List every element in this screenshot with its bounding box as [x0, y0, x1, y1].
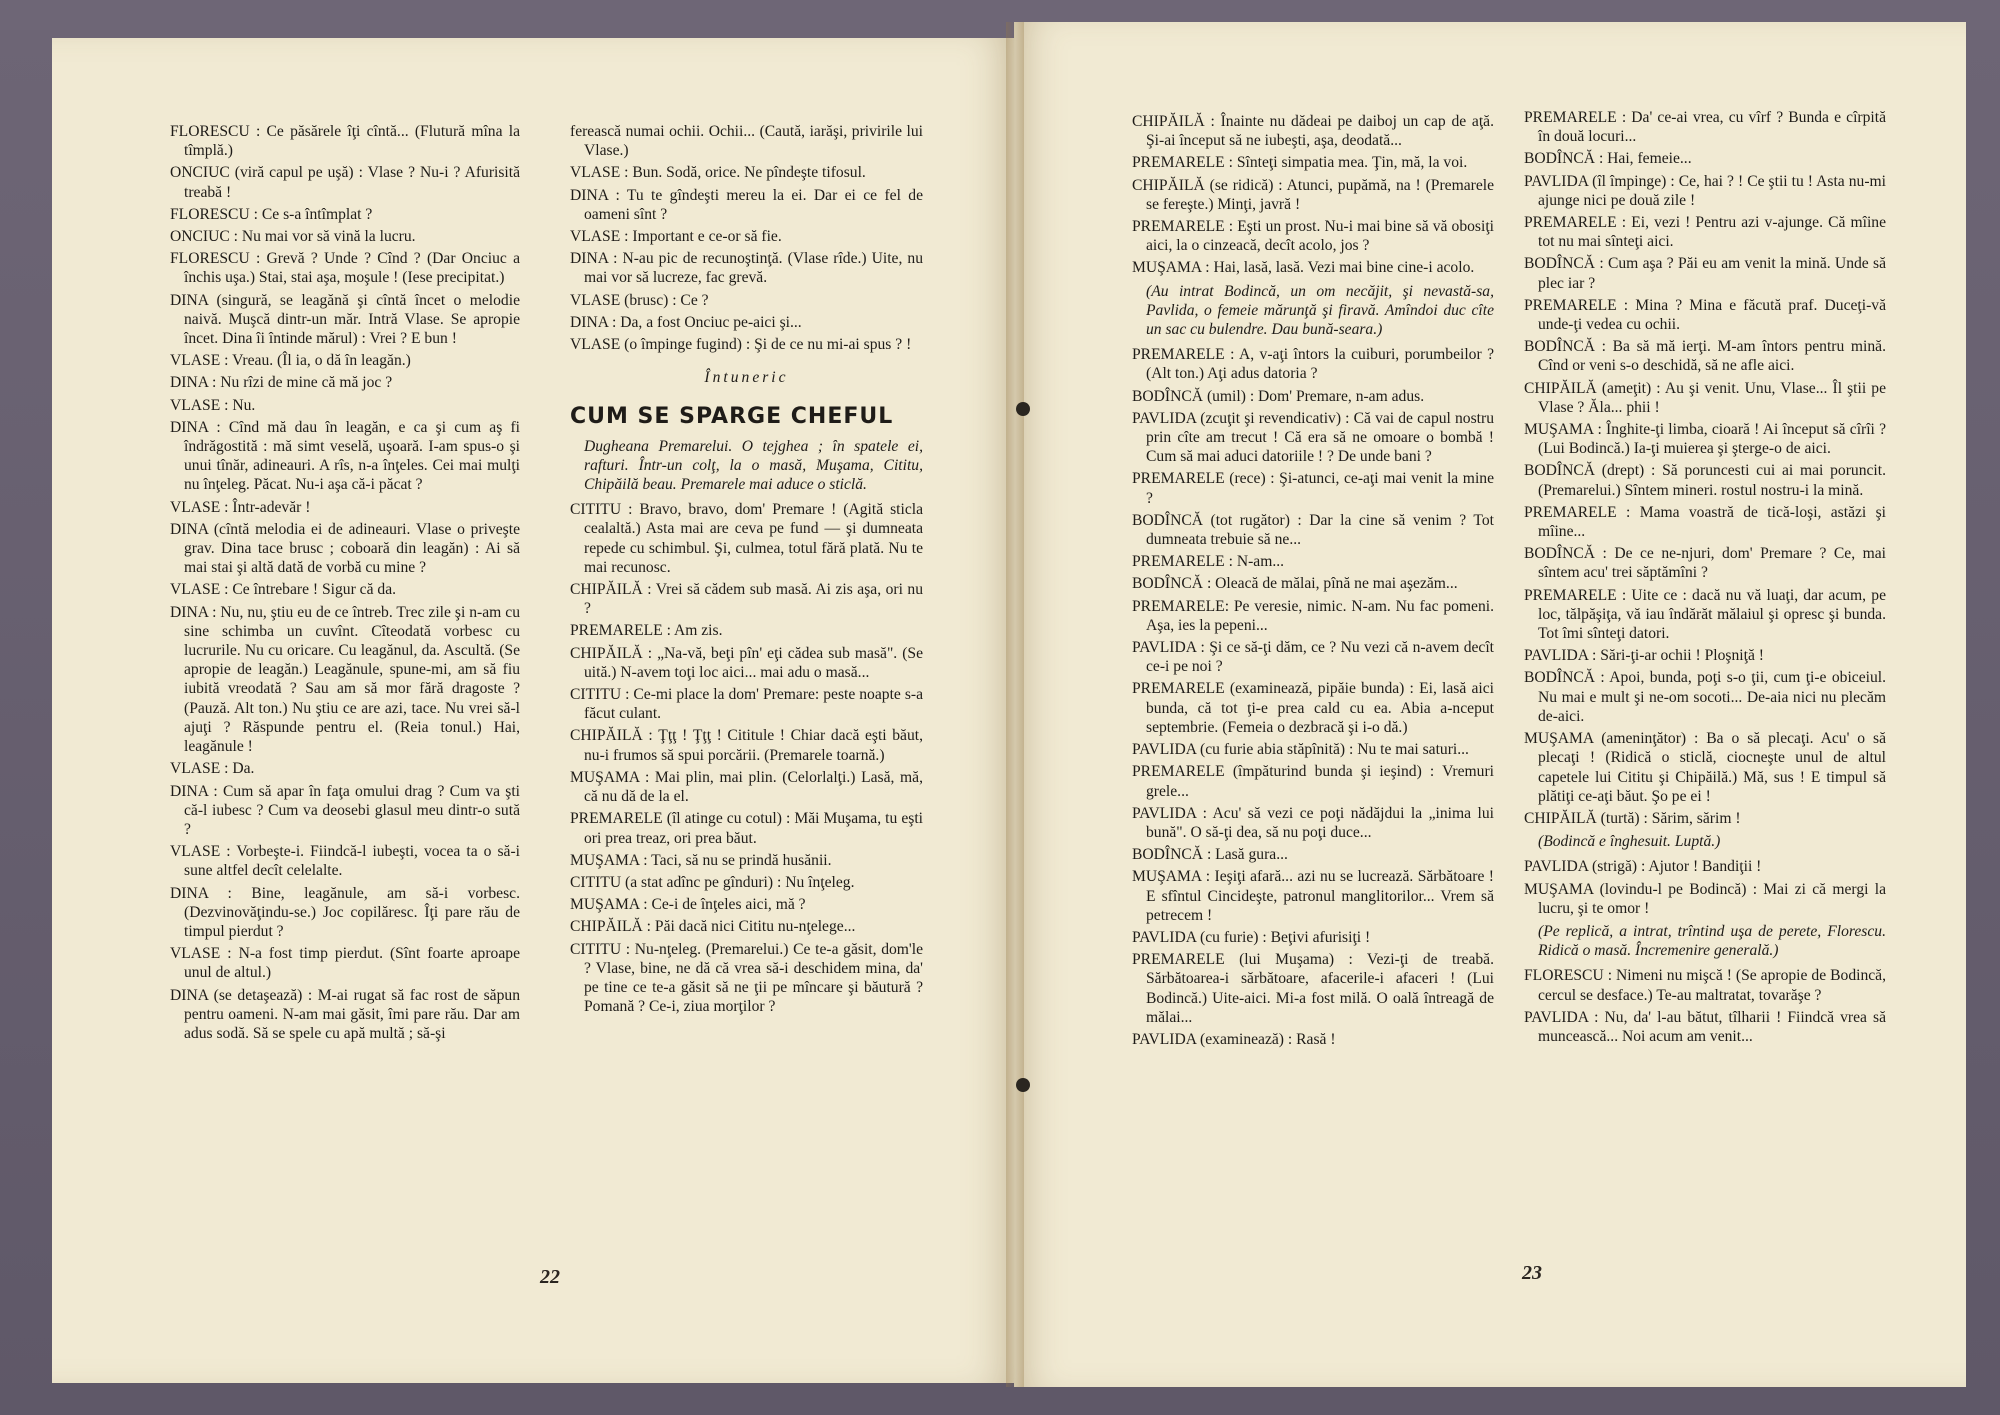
dialogue-line: ONCIUC (viră capul pe uşă) : Vlase ? Nu-i ? Afurisită treabă !: [170, 164, 520, 201]
dialogue-line: CHIPĂILĂ : Ţţţ ! Ţţţ ! Cititule ! Chiar dacă eşti băut, nu-i frumos să spui porcării. (Premarele toarnă.): [570, 727, 923, 764]
dialogue-line: MUŞAMA : Înghite-ţi limba, cioară ! Ai început să cîrîi ? (Lui Bodincă.) Ia-ţi muierea şi şterge-o de aici.: [1524, 421, 1886, 458]
dialogue-line: VLASE (o împinge fugind) : Şi de ce nu mi-ai spus ? !: [570, 336, 912, 354]
dialogue-line: CHIPĂILĂ : Vrei să cădem sub masă. Ai zis aşa, ori nu ?: [570, 581, 923, 618]
dialogue-line: PAVLIDA : Nu, da' l-au bătut, tîlharii ! Fiindcă vrea să muncească... Noi acum am venit...: [1524, 1008, 1886, 1045]
dialogue-line: VLASE : Vreau. (Îl ia, o dă în leagăn.): [170, 352, 411, 370]
dialogue-line: PREMARELE : A, v-aţi întors la cuiburi, porumbeilor ? (Alt ton.) Aţi adus datoria ?: [1132, 346, 1494, 383]
stage-direction-florescu: (Pe replică, a intrat, trîntind uşa de perete, Florescu. Ridică o masă. Încremenire generală.): [1538, 922, 1886, 960]
dialogue-line: PREMARELE (îl atinge cu cotul) : Măi Muşama, tu eşti ori prea treaz, ori prea băut.: [570, 810, 923, 847]
dialogue-line: FLORESCU : Nimeni nu mişcă ! (Se apropie de Bodincă, cercul se desface.) Te-au maltratat, tovarăşe ?: [1524, 967, 1886, 1004]
dialogue-line: VLASE : Bun. Sodă, orice. Ne pîndeşte tifosul.: [570, 164, 866, 182]
dialogue-line: ONCIUC : Nu mai vor să vină la lucru.: [170, 228, 416, 246]
dialogue-line: PREMARELE : Mina ? Mina e făcută praf. Duceţi-vă unde-ţi vedea cu ochii.: [1524, 296, 1886, 334]
dialogue-line: VLASE : Nu.: [170, 396, 256, 414]
dialogue-line: BODÎNCĂ : Hai, femeie...: [1524, 150, 1692, 168]
column-3: [1132, 112, 1494, 1052]
dialogue-line: MUŞAMA : Mai plin, mai plin. (Celorlalţi.) Lasă, mă, că nu dă de la el.: [570, 768, 923, 806]
dialogue-line: VLASE : Important e ce-or să fie.: [570, 228, 782, 246]
dialogue-line: FLORESCU : Ce s-a întîmplat ?: [170, 205, 373, 223]
dialogue-line: MUŞAMA (ameninţător) : Ba o să plecaţi. Acu' o să plecaţi ! (Ridică o sticlă, ciocneşte unul de altul capetele lui Cititu şi Chipăilă.) Mă, sus ! E timpul să plătiţi ce-aţi băut. Şo pe ei !: [1524, 730, 1886, 805]
dialogue-line: DINA (se detaşează) : M-ai rugat să fac rost de săpun pentru oameni. N-am mai găsit, îmi pare rău. Dar am adus sodă. Să se spele cu apă multă ; să-şi: [170, 986, 520, 1042]
dialogue-line: BODÎNCĂ : Cum aşa ? Păi eu am venit la mină. Unde să plec iar ?: [1524, 255, 1886, 292]
dialogue-line: CITITU : Nu-nţeleg. (Premarelui.) Ce te-a găsit, dom'le ? Vlase, bine, ne dă că vrea să-i deschidem mina, da' pe tine ce te-a găsit să ne ţii pe mîncare şi băutură ? Pomană ? Ce-i, ziua morţilor ?: [570, 940, 923, 1016]
dialogue-line: DINA : Nu rîzi de mine că mă joc ?: [170, 374, 393, 392]
dialogue-line: PREMARELE : Sînteţi simpatia mea. Ţin, mă, la voi.: [1132, 154, 1468, 172]
dialogue-line: PREMARELE : Uite ce : dacă nu vă luaţi, dar acum, pe loc, tălpăşiţa, vă iau îndărăt mălaiul şi opresc şi bunda. Tot îmi sînteţi datori.: [1524, 586, 1886, 643]
dialogue-line: MUŞAMA : Ce-i de înţeles aici, mă ?: [570, 896, 806, 914]
dialogue-line: CHIPĂILĂ : Păi dacă nici Cititu nu-nţelege...: [570, 918, 856, 936]
left-page: [52, 38, 1014, 1383]
dialogue-line: DINA : Tu te gîndeşti mereu la ei. Dar ei ce fel de oameni sînt ?: [570, 186, 923, 223]
column-1: [170, 122, 520, 1046]
dialogue-line: PREMARELE (lui Muşama) : Vezi-ţi de treabă. Sărbătoarea-i sărbătoare, afacerile-i afaceri ! (Lui Bodincă.) Uite-aici. Mi-a fost milă. O oală întreagă de mălai...: [1132, 951, 1494, 1026]
dialogue-line: VLASE : Da.: [170, 760, 255, 778]
scene-end-dark: Întuneric: [704, 369, 789, 387]
dialogue-line: DINA : Bine, leagănule, am să-i vorbesc. (Dezvinovăţindu-se.) Joc copilăresc. Îţi pare rău de timpul pierdut ?: [170, 884, 520, 940]
dialogue-line: DINA : Cum să apar în faţa omului drag ? Cum va şti că-l iubesc ? Cum va deosebi glasul meu dintr-o sută ?: [170, 782, 520, 838]
dialogue-line: CITITU (a stat adînc pe gînduri) : Nu înţeleg.: [570, 873, 855, 891]
dialogue-line: BODÎNCĂ (umil) : Dom' Premare, n-am adus.: [1132, 387, 1425, 405]
dialogue-line: BODÎNCĂ (tot rugător) : Dar la cine să venim ? Tot dumneata trebuie să ne...: [1132, 511, 1494, 549]
book-spine: [1006, 22, 1024, 1387]
dialogue-line: PAVLIDA : Şi ce să-ţi dăm, ce ? Nu vezi că n-avem decît ce-i pe noi ?: [1132, 639, 1494, 676]
dialogue-line: PAVLIDA (îl împinge) : Ce, hai ? ! Ce ştii tu ! Asta nu-mi ajunge nici pe două zile !: [1524, 172, 1886, 209]
dialogue-line: PAVLIDA : Sări-ţi-ar ochii ! Ploşniţă !: [1524, 647, 1764, 665]
dialogue-line: DINA : Nu, nu, ştiu eu de ce întreb. Trec zile şi n-am cu sine schimba un cuvînt. Cîteodată vorbesc cu lucrurile. Nu cu oricare. Cu leagănul, da. Ascultă. (Se apropie de leagăn.) Leagănule, spune-mi, am să fiu iubită vreodată ? Sau am să mor fără dragoste ? (Pauză. Alt ton.) Nu ştiu ce are azi, tace. Nu vrei să-l ajuţi ? Răspunde pentru el. (Reia tonul.) Hai, leagănule !: [170, 603, 520, 756]
dialogue-line: VLASE : N-a fost timp pierdut. (Sînt foarte aproape unul de altul.): [170, 945, 520, 982]
dialogue-line: VLASE : Într-adevăr !: [170, 498, 311, 516]
dialogue-line: PREMARELE : Eşti un prost. Nu-i mai bine să vă obosiţi aici, la o cinzeacă, decît acolo, jos ?: [1132, 218, 1494, 255]
page-number-left: 22: [540, 1266, 560, 1288]
dialogue-line: PREMARELE : Da' ce-ai vrea, cu vîrf ? Bunda e cîrpită în două locuri...: [1524, 109, 1886, 146]
dialogue-line: PREMARELE : Ei, vezi ! Pentru azi v-ajunge. Că mîine tot nu mai sînteţi aici.: [1524, 214, 1886, 251]
dialogue-line: CHIPĂILĂ (se ridică) : Atunci, pupămă, na ! (Premarele se fereşte.) Minţi, javră !: [1132, 176, 1494, 213]
dialogue-line: CHIPĂILĂ (turtă) : Sărim, sărim !: [1524, 809, 1741, 827]
dialogue-line: PAVLIDA (strigă) : Ajutor ! Bandiţii !: [1524, 858, 1762, 876]
dialogue-line: CITITU : Ce-mi place la dom' Premare: peste noapte s-a făcut culant.: [570, 686, 923, 723]
dialogue-line: BODÎNCĂ : Ba să mă ierţi. M-am întors pentru mină. Cînd or veni s-o deschidă, să ne afle aici.: [1524, 338, 1886, 375]
dialogue-line: CITITU : Bravo, bravo, dom' Premare ! (Agită sticla cealaltă.) Asta mai are ceva pe fund — şi dumneata repede cu schimbul. Şi, culmea, totul fără plată. Nu te mai recunosc.: [570, 501, 923, 576]
dialogue-line: PREMARELE (rece) : Şi-atunci, ce-aţi mai venit la mine ?: [1132, 470, 1494, 507]
dialogue-line: PAVLIDA (cu furie abia stăpînită) : Nu te mai saturi...: [1132, 741, 1469, 759]
column-2: [570, 122, 923, 1019]
dialogue-line: PAVLIDA : Acu' să vezi ce poţi nădăjdui la „inima lui bună". O să-ţi dea, să nu poţi duce...: [1132, 804, 1494, 841]
dialogue-line: PREMARELE: Pe veresie, nimic. N-am. Nu fac pomeni. Aşa, ies la pepeni...: [1132, 597, 1494, 634]
dialogue-line: MUŞAMA : Ieşiţi afară... azi nu se lucrează. Sărbătoare ! E sfîntul Cincideşte, patronul manglitorilor... Vrem să petrecem !: [1132, 868, 1494, 924]
dialogue-line: FLORESCU : Ce păsărele îţi cîntă... (Flutură mîna la tîmplă.): [170, 123, 520, 160]
dialogue-line: PREMARELE (împăturind bunda şi ieşind) : Vremuri grele...: [1132, 763, 1494, 800]
dialogue-line: VLASE : Ce întrebare ! Sigur că da.: [170, 581, 397, 599]
scene-title: CUM SE SPARGE CHEFUL: [570, 404, 894, 430]
dialogue-line: BODÎNCĂ : De ce ne-njuri, dom' Premare ? Ce, mai sîntem acu' trei săptămîni ?: [1524, 545, 1886, 582]
stage-direction-fight: (Bodincă e înghesuit. Luptă.): [1538, 833, 1721, 851]
dialogue-line: BODÎNCĂ : Lasă gura...: [1132, 846, 1288, 864]
dialogue-line: ferească numai ochii. Ochii... (Caută, iarăşi, privirile lui Vlase.): [570, 123, 923, 160]
dialogue-line: DINA (singură, se leagănă şi cîntă încet o melodie naivă. Muşcă dintr-un măr. Intră Vlase. Se apropie încet. Dina îi întinde mărul) : Vrei ? E bun !: [170, 291, 520, 348]
dialogue-line: PREMARELE : Am zis.: [570, 622, 723, 640]
dialogue-line: DINA : Da, a fost Onciuc pe-aici şi...: [570, 313, 802, 331]
dialogue-line: DINA (cîntă melodia ei de adineauri. Vlase o priveşte grav. Dina tace brusc ; coboară din leagăn) : Ai să mai stai şi altă dată de vorbă cu mine ?: [170, 520, 520, 577]
dialogue-line: DINA : N-au pic de recunoştinţă. (Vlase rîde.) Uite, nu mai vor să lucreze, fac grevă.: [570, 250, 923, 287]
dialogue-line: CHIPĂILĂ : Înainte nu dădeai pe daiboj un cap de aţă. Şi-ai început să ne iubeşti, aşa, deodată...: [1132, 113, 1494, 150]
dialogue-line: MUŞAMA (lovindu-l pe Bodincă) : Mai zi că mergi la lucru, şi te omor !: [1524, 880, 1886, 917]
dialogue-line: PAVLIDA (zcuţit şi revendicativ) : Că vai de capul nostru prin cîte am trecut ! Că era să ne omoare o bombă ! Cum să mai aduci datoriile ! ? De unde bani ?: [1132, 409, 1494, 466]
dialogue-line: PREMARELE (examinează, pipăie bunda) : Ei, lasă aici bunda, că tot ţi-e prea cald cu ea. Abia a-nceput septembrie. (Femeia o dezbracă şi i-o dă.): [1132, 680, 1494, 736]
right-page: [1014, 22, 1966, 1387]
dialogue-line: BODÎNCĂ : Apoi, bunda, poţi s-o ţii, cum ţi-e obiceiul. Nu mai e mult şi ne-om socoti... De-aia nici nu plecăm de-aici.: [1524, 669, 1886, 725]
dialogue-line: PAVLIDA (cu furie) : Beţivi afurisiţi !: [1132, 928, 1371, 946]
dialogue-line: BODÎNCĂ (drept) : Să poruncesti cui ai mai poruncit. (Premarelui.) Sîntem mineri. rostul nostru-i la mină.: [1524, 462, 1886, 499]
dialogue-line: PREMARELE : Mama voastră de tică-loşi, astăzi şi mîine...: [1524, 503, 1886, 541]
dialogue-line: MUŞAMA : Hai, lasă, lasă. Vezi mai bine cine-i acolo.: [1132, 259, 1475, 277]
dialogue-line: VLASE : Vorbeşte-i. Fiindcă-l iubeşti, vocea ta o să-i sune altfel decît celelalte.: [170, 843, 520, 880]
dialogue-line: MUŞAMA : Taci, să nu se prindă husănii.: [570, 851, 832, 869]
dialogue-line: PREMARELE : N-am...: [1132, 553, 1285, 571]
dialogue-line: FLORESCU : Grevă ? Unde ? Cînd ? (Dar Onciuc a închis uşa.) Stai, stai aşa, moşule ! (Iese precipitat.): [170, 250, 520, 287]
dialogue-line: PAVLIDA (examinează) : Rasă !: [1132, 1030, 1336, 1048]
page-number-right: 23: [1522, 1262, 1542, 1284]
dialogue-line: VLASE (brusc) : Ce ?: [570, 291, 709, 309]
dialogue-line: CHIPĂILĂ (ameţit) : Au şi venit. Unu, Vlase... Îl ştii pe Vlase ? Ăla... phii !: [1524, 379, 1886, 416]
stage-direction: Dugheana Premarelui. O tejghea ; în spatele ei, rafturi. Într-un colţ, la o masă, Muşama, Cititu, Chipăilă beau. Premarele mai aduce o sticlă.: [584, 437, 923, 494]
dialogue-line: DINA : Cînd mă dau în leagăn, e ca şi cum aş fi îndrăgostită : mă simt veselă, uşoară. I-am spus-o şi unui tînăr, adineauri. A rîs, n-a înţeles. Cei mai mulţi nu înţeleg. Păcat. Nu-i aşa că-i păcat ?: [170, 418, 520, 494]
stage-direction-enter: (Au intrat Bodincă, un om necăjit, şi nevastă-sa, Pavlida, o femeie mărunţă şi firavă. Amîndoi duc cîte un sac cu bulendre. Dau bună-seara.): [1146, 282, 1494, 339]
column-4: [1524, 108, 1886, 1049]
dialogue-line: CHIPĂILĂ : „Na-vă, beţi pîn' eţi cădea sub masă". (Se uită.) N-avem toţi loc aici... mai adu o masă...: [570, 644, 923, 681]
dialogue-line: BODÎNCĂ : Oleacă de mălai, pînă ne mai aşezăm...: [1132, 575, 1458, 593]
